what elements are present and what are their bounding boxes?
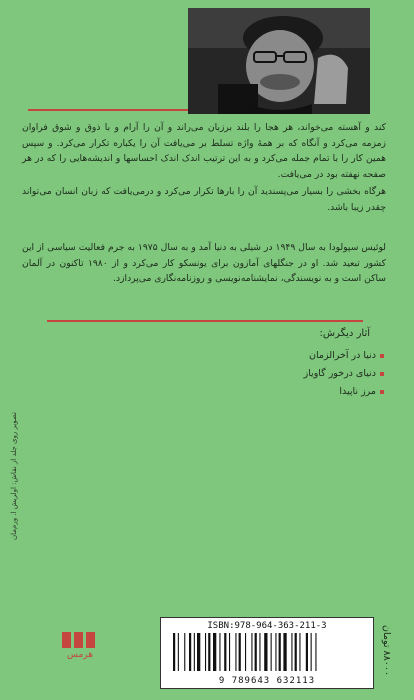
top-divider — [28, 109, 188, 111]
other-works-title: آثار دیگرش: — [319, 328, 370, 339]
barcode-icon — [173, 633, 361, 671]
bullet-icon — [380, 390, 384, 394]
excerpt-paragraph-2: هرگاه بخشی را بسیار می‌پسندید آن را بارها تکرار می‌کرد و درمی‌یافت که زبان انسان می‌تواند چقدر زیبا باشد. — [22, 186, 386, 213]
barcode-number: 9 789643 632113 — [218, 676, 316, 686]
bullet-icon — [380, 372, 384, 376]
barcode-label — [160, 617, 374, 689]
other-work-item — [309, 350, 384, 361]
other-work-item — [304, 368, 384, 379]
price-label: ۸۸۰۰۰ تومان — [381, 625, 392, 677]
author-portrait-image — [188, 8, 370, 114]
publisher-logo-icon — [62, 632, 98, 648]
publisher-logo — [62, 632, 98, 660]
middle-divider — [47, 320, 363, 322]
publisher-name: هرمس — [66, 650, 93, 660]
bullet-icon — [380, 354, 384, 358]
author-photo — [188, 8, 370, 114]
excerpt-paragraph-1: کند و آهسته می‌خواند، هر هجا را بلند برزبان می‌راند و آن را آرام و با ذوق و شوق فراوان زمزمه می‌کرد و آنگاه که بر همهٔ واژه تسلط بر می‌یافت آن را یکباره تکرار می‌کرد. و سپس همین کار را با تمام جمله می‌کرد و به این ترتیب اندک اندک احساسها و اندیشه‌هایی را که در هر صفحه نهفته بود در می‌یافت. — [22, 122, 386, 180]
other-work-item — [339, 386, 384, 397]
other-work-label: مرز ناپیدا — [339, 386, 376, 397]
other-work-label: دنیای درخور گاویاز — [303, 368, 376, 379]
other-work-label: دنیا در آخرالزمان — [309, 350, 376, 361]
cover-art-credit: تصویر روی جلد از نقاش: اولریش ا. ورم‌مان — [10, 412, 18, 540]
author-bio-paragraph: لوئیس سپولودا به سال ۱۹۴۹ در شیلی به دنیا آمد و به سال ۱۹۷۵ به جرم فعالیت سیاسی از این کشور تبعید شد. او در جنگلهای آمازون برای یونسکو کار می‌کرد و از ۱۹۸۰ تاکنون در آلمان ساکن است و به نویسندگی، نمایشنامه‌نویسی و روزنامه‌نگاری می‌پردازد. — [22, 242, 386, 284]
isbn-text: ISBN:978-964-363-211-3 — [207, 621, 327, 631]
